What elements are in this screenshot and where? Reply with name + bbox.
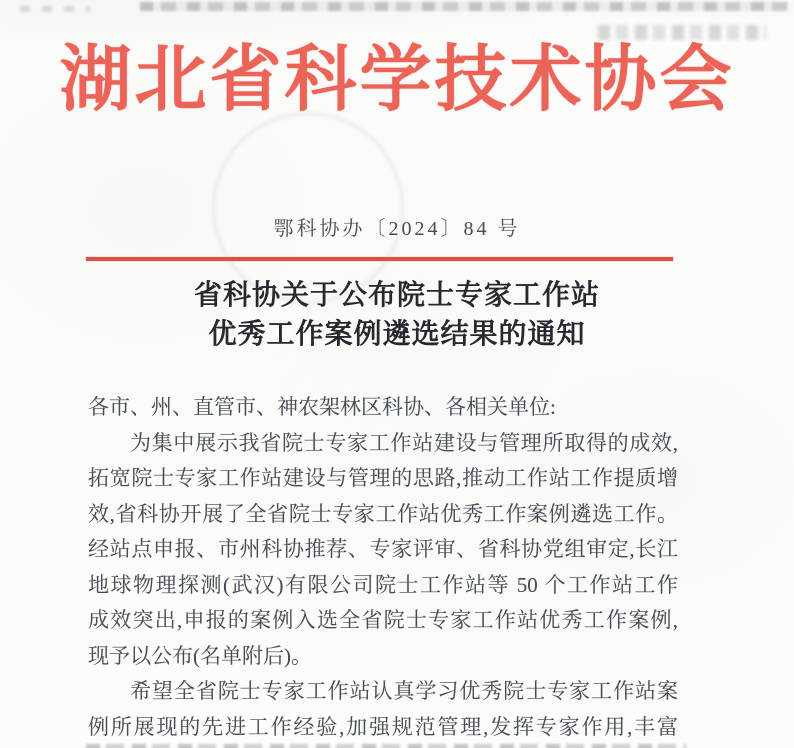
- bleed-through-smudge-top: [140, 2, 788, 11]
- salutation-line: 各市、州、直管市、神农架林区科协、各相关单位:: [88, 395, 556, 419]
- body-line: 例所展现的先进工作经验,加强规范管理,发挥专家作用,丰富: [88, 714, 678, 739]
- body-line: 拓宽院士专家工作站建设与管理的思路,推动工作站工作提质增: [88, 466, 678, 490]
- body-line: 经站点申报、市州科协推荐、专家评审、省科协党组审定,长江: [88, 537, 678, 561]
- body-line: 成效突出,申报的案例入选全省院士专家工作站优秀工作案例,: [88, 608, 678, 632]
- organization-header-title: 湖北省科学技术协会: [59, 40, 735, 120]
- notice-title-line-2: 优秀工作案例遴选结果的通知: [208, 319, 586, 350]
- red-separator-rule: [86, 257, 673, 261]
- bleed-through-smudge-top-left: [20, 6, 90, 12]
- notice-body: [88, 390, 678, 745]
- notice-title: [0, 276, 794, 354]
- body-line: 现予以公布(名单附后)。: [88, 643, 312, 668]
- notice-title-line-1: 省科协关于公布院士专家工作站: [193, 280, 600, 311]
- bleed-through-smudge-top-right: [598, 25, 766, 40]
- body-line: 为集中展示我省院士专家工作站建设与管理所取得的成效,: [130, 430, 678, 455]
- body-line: 地球物理探测(武汉)有限公司院士工作站等 50 个工作站工作: [88, 572, 678, 597]
- next-line-top-edge-hint: [86, 744, 686, 748]
- document-number: 鄂科协办〔2024〕84 号: [273, 218, 521, 240]
- body-line: 希望全省院士专家工作站认真学习优秀院士专家工作站案: [130, 679, 678, 703]
- body-line: 效,省科协开展了全省院士专家工作站优秀工作案例遴选工作。: [88, 501, 678, 526]
